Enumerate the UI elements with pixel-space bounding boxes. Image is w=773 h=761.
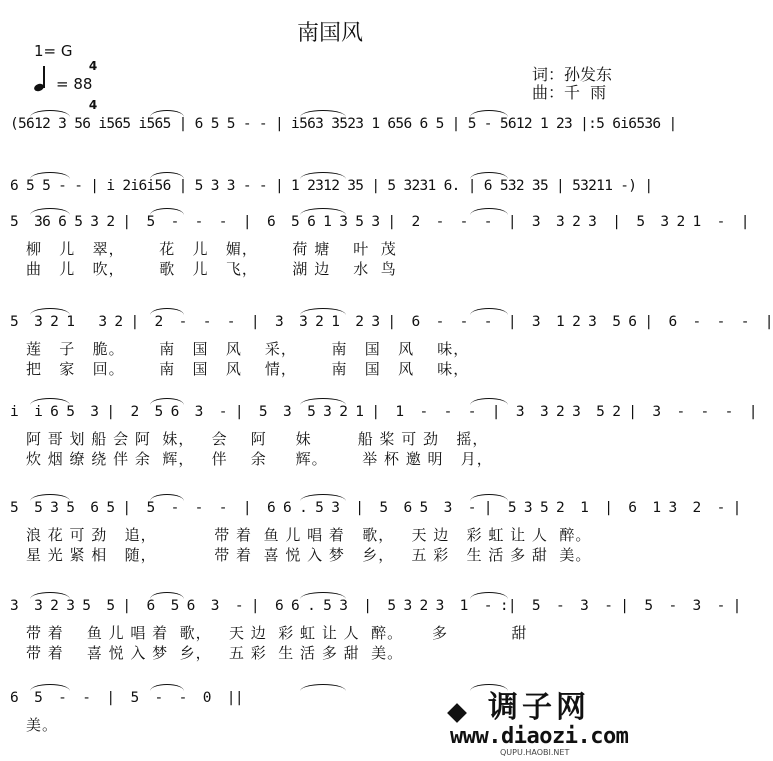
lyric-line: 带 着 鱼 儿 唱 着 歌， 天 边 彩 虹 让 人 醉。 多 甜 (26, 624, 528, 642)
slur-mark (150, 592, 184, 599)
slur-mark (300, 208, 346, 215)
slur-mark (30, 592, 70, 599)
slur-mark (150, 494, 184, 501)
slur-mark (30, 398, 70, 405)
lyric-line: 星 光 紧 相 随， 带 着 喜 悦 入 梦 乡， 五 彩 生 活 多 甜 美。 (26, 546, 592, 564)
slur-mark (470, 592, 508, 599)
slur-mark (300, 308, 346, 315)
lyric-line: 曲 儿 吹， 歌 儿 飞， 湖 边 水 鸟 (26, 260, 397, 278)
slur-mark (30, 308, 70, 315)
lyric-line: 美。 (26, 716, 59, 734)
slur-mark (30, 684, 70, 691)
slur-mark (150, 308, 184, 315)
watermark-url: www.diaozi.com (450, 724, 629, 749)
notation-line: 6 5 5 - - | i 2i6i56 | 5 3 3 - - | 1 2312 35 | 5 3231 6. | 6 532 35 | 53211 -) | (10, 178, 653, 194)
slur-mark (150, 208, 184, 215)
lyric-line: 阿 哥 划 船 会 阿 妹， 会 阿 妹 船 桨 可 劲 摇， (26, 430, 489, 448)
notation-line: 5 3 2 1 3 2 | 2 - - - | 3 3 2 1 2 3 | 6 - - - | 3 1 2 3 5 6 | 6 - - - | (10, 314, 773, 330)
notation-line: i i 6 5 3 | 2 5 6 3 - | 5 3 5 3 2 1 | 1 - - - | 3 3 2 3 5 2 | 3 - - - | (10, 404, 757, 420)
lyric-line: 把 家 回。 南 国 风 情， 南 国 风 味， (26, 360, 470, 378)
slur-mark (470, 110, 508, 117)
slur-mark (300, 110, 346, 117)
slur-mark (470, 172, 508, 179)
notation-line: (5612 3 56 i565 i565 | 6 5 5 - - | i563 3523 1 656 6 5 | 5 - 5612 1 23 |:5 6i6536 | (10, 116, 677, 132)
time-signature-bottom: 4 (88, 98, 98, 112)
slur-mark (30, 110, 70, 117)
slur-mark (30, 494, 70, 501)
slur-mark (150, 398, 184, 405)
lyric-line: 带 着 喜 悦 入 梦 乡， 五 彩 生 活 多 甜 美。 (26, 644, 404, 662)
lyric-line: 炊 烟 缭 绕 伴 余 辉， 伴 余 辉。 举 杯 邀 明 月， (26, 450, 493, 468)
time-signature-top: 4 (88, 59, 98, 73)
watermark-logo: 调子网 (488, 690, 590, 725)
slur-mark (470, 398, 508, 405)
slur-mark (150, 684, 184, 691)
watermark-sub: QUPU.HAOBI.NET (500, 748, 570, 757)
slur-mark (470, 208, 508, 215)
notation-line: 5 5 3 5 6 5 | 5 - - - | 6 6 . 5 3 | 5 6 5 3 - | 5 3 5 2 1 | 6 1 3 2 - | (10, 500, 741, 516)
slur-mark (30, 208, 70, 215)
key-signature: 1= G (34, 42, 73, 60)
notation-line: 3 3 2 3 5 5 | 6 5 6 3 - | 6 6 . 5 3 | 5 3 2 3 1 - :| 5 - 3 - | 5 - 3 - | (10, 598, 741, 614)
slur-mark (300, 398, 346, 405)
slur-mark (150, 110, 184, 117)
notation-line: 6 5 - - | 5 - - 0 || (10, 690, 243, 706)
slur-mark (300, 494, 346, 501)
slur-mark (30, 172, 70, 179)
slur-mark (300, 684, 346, 691)
lyric-line: 柳 儿 翠， 花 儿 媚， 荷 塘 叶 茂 (26, 240, 397, 258)
slur-mark (300, 172, 346, 179)
notation-line: 5 36 6 5 3 2 | 5 - - - | 6 5 6 1 3 5 3 | 2 - - - | 3 3 2 3 | 5 3 2 1 - | (10, 214, 749, 230)
slur-mark (470, 308, 508, 315)
tempo-marking: = 88 (56, 75, 93, 93)
composer-credit: 曲：千 雨 (532, 83, 607, 102)
slur-mark (470, 494, 508, 501)
slur-mark (300, 592, 346, 599)
song-title: 南国风 (296, 21, 363, 46)
slur-mark (150, 172, 184, 179)
lyric-line: 浪 花 可 劲 追， 带 着 鱼 儿 唱 着 歌， 天 边 彩 虹 让 人 醉。 (26, 526, 592, 544)
lyric-line: 莲 子 脆。 南 国 风 采， 南 国 风 味， (26, 340, 470, 358)
lyricist-credit: 词：孙发东 (532, 65, 613, 84)
